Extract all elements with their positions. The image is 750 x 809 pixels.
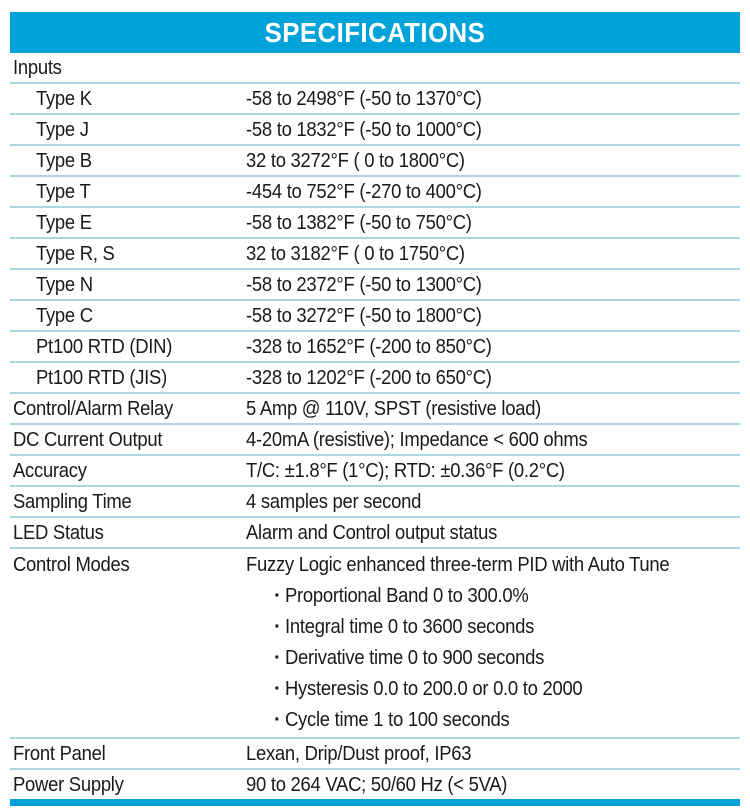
control-mode-item: · Derivative time 0 to 900 seconds — [246, 644, 716, 675]
input-type-row — [10, 332, 740, 363]
input-type-row — [10, 146, 740, 177]
spec-label: Power Supply — [13, 772, 124, 796]
input-type-row — [10, 208, 740, 239]
spec-label: Control/Alarm Relay — [13, 396, 173, 420]
specifications-title: SPECIFICATIONS — [264, 16, 486, 48]
input-type-row — [10, 239, 740, 270]
spec-label: DC Current Output — [13, 427, 163, 451]
input-type-label: Type B — [36, 148, 92, 172]
input-type-label: Type T — [36, 179, 91, 203]
inputs-label: Inputs — [13, 55, 62, 79]
spec-value: 5 Amp @ 110V, SPST (resistive load) — [246, 396, 542, 420]
control-modes-value: Fuzzy Logic enhanced three-term PID with Auto Tune — [246, 553, 670, 576]
control-mode-item: · Hysteresis 0.0 to 200.0 or 0.0 to 2000 — [246, 675, 716, 706]
spec-row — [10, 456, 740, 487]
spec-row — [10, 770, 740, 806]
spec-row — [10, 394, 740, 425]
input-type-label: Type K — [36, 86, 92, 110]
spec-value: Lexan, Drip/Dust proof, IP63 — [246, 741, 472, 765]
input-type-range: -58 to 1832°F (-50 to 1000°C) — [246, 117, 482, 141]
spec-value: 4-20mA (resistive); Impedance < 600 ohms — [246, 427, 588, 451]
spec-label: Accuracy — [13, 458, 87, 482]
input-type-label: Type C — [36, 303, 93, 327]
spec-value: T/C: ±1.8°F (1°C); RTD: ±0.36°F (0.2°C) — [246, 458, 565, 482]
input-type-label: Type N — [36, 272, 93, 296]
input-type-range: -328 to 1652°F (-200 to 850°C) — [246, 334, 492, 358]
input-type-range: 32 to 3182°F ( 0 to 1750°C) — [246, 241, 465, 265]
input-type-range: -58 to 2372°F (-50 to 1300°C) — [246, 272, 482, 296]
specifications-header — [10, 12, 740, 53]
input-type-row — [10, 115, 740, 146]
spec-row — [10, 518, 740, 549]
input-type-row — [10, 363, 740, 394]
spec-row — [10, 487, 740, 518]
specifications-table — [10, 12, 740, 806]
inputs-row — [10, 53, 740, 84]
input-type-row — [10, 301, 740, 332]
input-type-label: Type E — [36, 210, 92, 234]
input-type-range: -454 to 752°F (-270 to 400°C) — [246, 179, 482, 203]
input-type-range: -58 to 1382°F (-50 to 750°C) — [246, 210, 472, 234]
input-type-label: Type R, S — [36, 241, 115, 265]
input-type-label: Pt100 RTD (JIS) — [36, 365, 167, 389]
input-type-row — [10, 84, 740, 115]
control-mode-item: · Integral time 0 to 3600 seconds — [246, 613, 716, 644]
input-type-range: -328 to 1202°F (-200 to 650°C) — [246, 365, 492, 389]
input-type-range: -58 to 2498°F (-50 to 1370°C) — [246, 86, 482, 110]
input-type-label: Type J — [36, 117, 89, 141]
spec-value: Alarm and Control output status — [246, 520, 498, 544]
input-type-range: -58 to 3272°F (-50 to 1800°C) — [246, 303, 482, 327]
spec-label: LED Status — [13, 520, 104, 544]
control-modes-label: Control Modes — [13, 553, 130, 576]
control-modes-row — [10, 549, 740, 739]
spec-label: Front Panel — [13, 741, 106, 765]
input-type-row — [10, 177, 740, 208]
control-mode-item: · Cycle time 1 to 100 seconds — [246, 706, 716, 737]
spec-row — [10, 739, 740, 770]
spec-value: 4 samples per second — [246, 489, 422, 513]
control-mode-item: · Proportional Band 0 to 300.0% — [246, 582, 716, 613]
input-type-label: Pt100 RTD (DIN) — [36, 334, 173, 358]
input-type-range: 32 to 3272°F ( 0 to 1800°C) — [246, 148, 465, 172]
spec-label: Sampling Time — [13, 489, 132, 513]
input-type-row — [10, 270, 740, 301]
spec-value: 90 to 264 VAC; 50/60 Hz (< 5VA) — [246, 772, 508, 796]
spec-row — [10, 425, 740, 456]
